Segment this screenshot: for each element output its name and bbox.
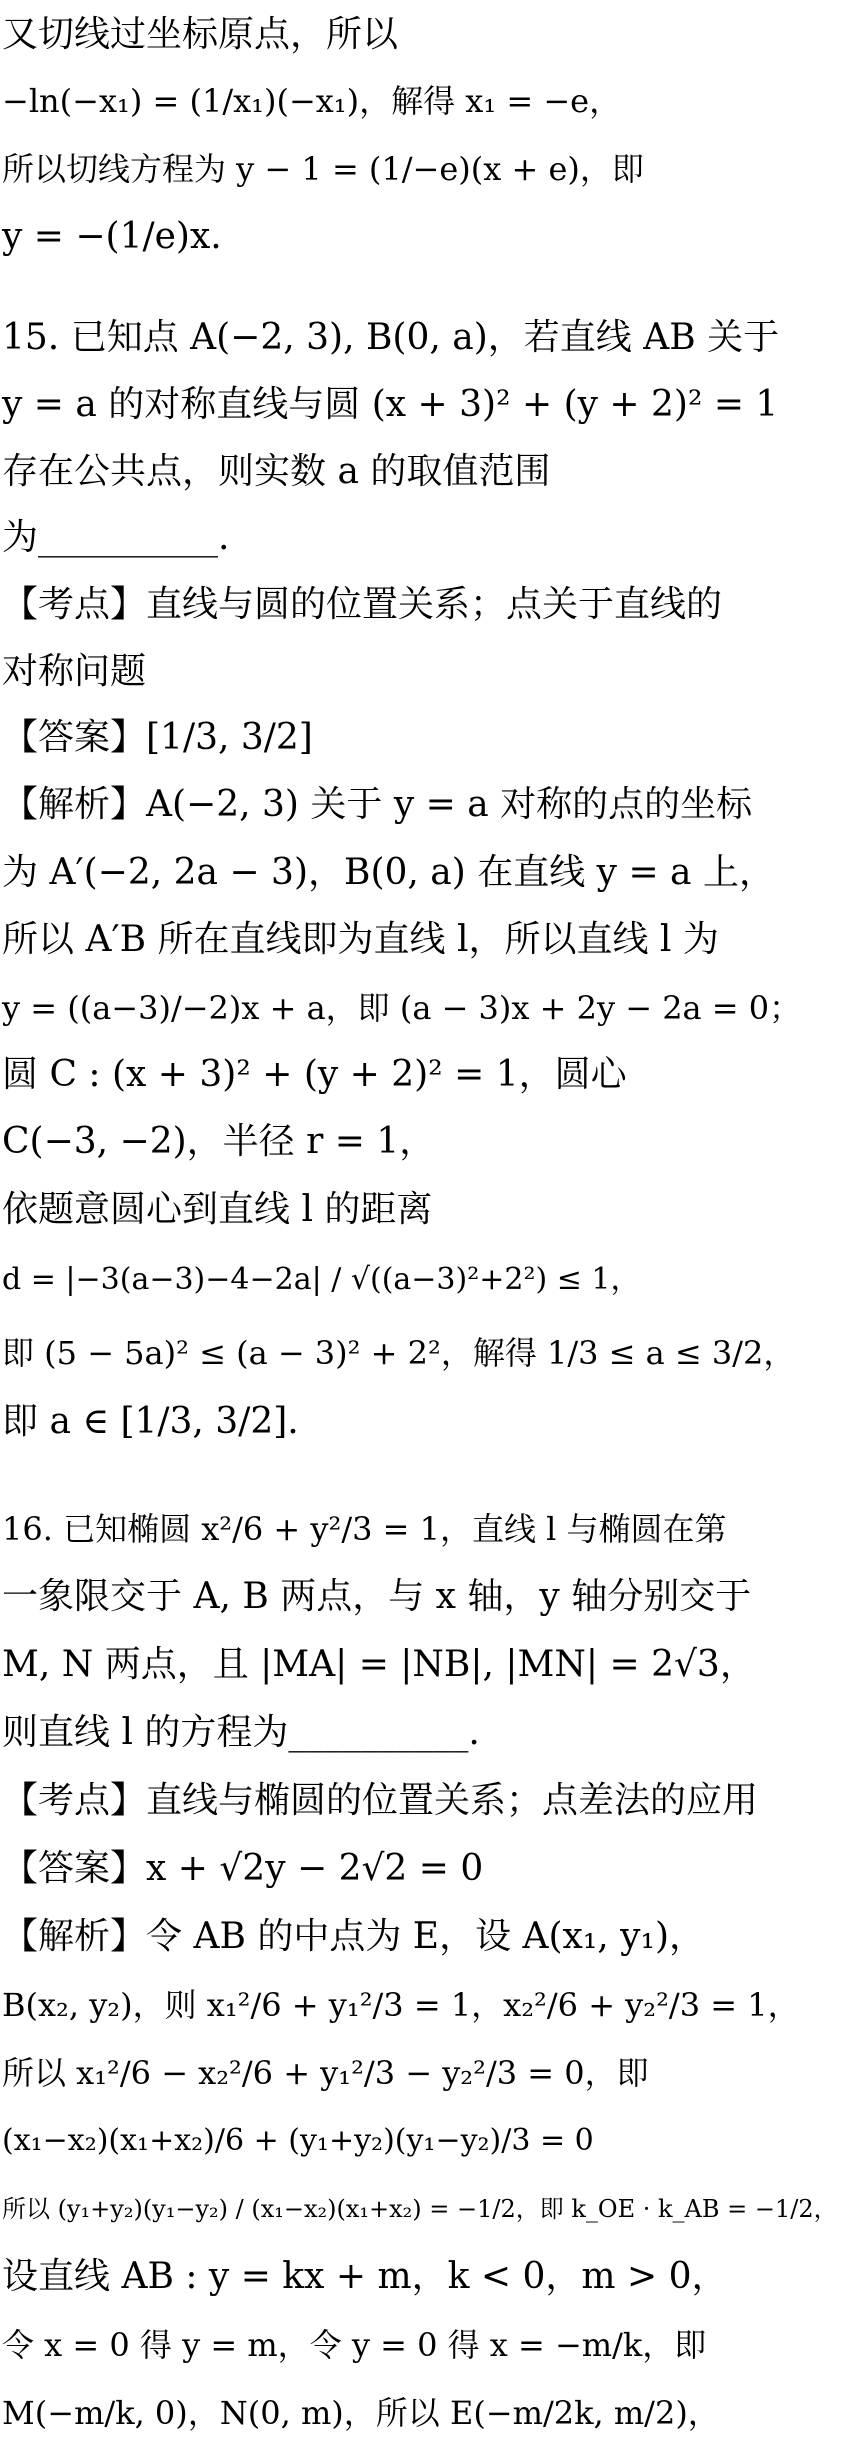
kaodian-line: 【考点】直线与椭圆的位置关系；点差法的应用 [2, 1780, 759, 1821]
analysis-line: y = ((a−3)/−2)x + a，即 (a − 3)x + 2y − 2a = 0； [2, 989, 802, 1027]
analysis-line: 即 (5 − 5a)² ≤ (a − 3)² + 2²，解得 1/3 ≤ a ≤ 3/2， [2, 1334, 796, 1372]
kaodian-line: 【考点】直线与圆的位置关系；点关于直线的 [2, 584, 723, 625]
analysis-line: 所以 A′B 所在直线即为直线 l，所以直线 l 为 [2, 919, 719, 960]
analysis-line: 【解析】令 AB 的中点为 E，设 A(x₁, y₁)， [2, 1916, 705, 1957]
answer-line: 【答案】x + √2y − 2√2 = 0 [2, 1848, 484, 1889]
question-16-line: 则直线 l 的方程为__________. [2, 1712, 480, 1753]
text-line: 又切线过坐标原点，所以 [2, 14, 399, 55]
question-16-line: 16. 已知椭圆 x²/6 + y²/3 = 1，直线 l 与椭圆在第 [2, 1510, 727, 1548]
analysis-line: 即 a ∈ [1/3, 3/2]. [2, 1401, 299, 1442]
question-16-line: M, N 两点，且 |MA| = |NB|, |MN| = 2√3， [2, 1644, 756, 1685]
question-16-line: 一象限交于 A, B 两点，与 x 轴，y 轴分别交于 [2, 1576, 752, 1617]
analysis-line: 【解析】A(−2, 3) 关于 y = a 对称的点的坐标 [2, 784, 753, 825]
analysis-line: M(−m/k, 0)，N(0, m)，所以 E(−m/2k, m/2)， [2, 2394, 720, 2432]
analysis-line: 为 A′(−2, 2a − 3)，B(0, a) 在直线 y = a 上， [2, 852, 775, 893]
kaodian-line: 对称问题 [2, 651, 147, 692]
analysis-line: 所以 x₁²/6 − x₂²/6 + y₁²/3 − y₂²/3 = 0，即 [2, 2054, 649, 2092]
question-15-line: 为__________. [2, 517, 230, 558]
analysis-line: B(x₂, y₂)，则 x₁²/6 + y₁²/3 = 1，x₂²/6 + y₂²/3 = 1， [2, 1986, 800, 2024]
analysis-line: 圆 C : (x + 3)² + (y + 2)² = 1，圆心 [2, 1054, 627, 1095]
analysis-line: d = |−3(a−3)−4−2a| / √((a−3)²+2²) ≤ 1， [2, 1262, 641, 1297]
question-15-line: 15. 已知点 A(−2, 3), B(0, a)，若直线 AB 关于 [2, 317, 780, 358]
question-15-line: 存在公共点，则实数 a 的取值范围 [2, 451, 551, 492]
analysis-line: 令 x = 0 得 y = m，令 y = 0 得 x = −m/k，即 [2, 2326, 707, 2364]
text-line: y = −(1/e)x. [2, 216, 222, 257]
analysis-line: 所以 (y₁+y₂)(y₁−y₂) / (x₁−x₂)(x₁+x₂) = −1/2，即 k_OE · k_AB = −1/2， [2, 2195, 838, 2223]
answer-line: 【答案】[1/3, 3/2] [2, 717, 313, 758]
analysis-line: C(−3, −2)，半径 r = 1， [2, 1121, 436, 1162]
analysis-line: 设直线 AB : y = kx + m，k < 0，m > 0， [2, 2256, 728, 2297]
analysis-line: 依题意圆心到直线 l 的距离 [2, 1189, 433, 1230]
text-line: −ln(−x₁) = (1/x₁)(−x₁)，解得 x₁ = −e， [2, 82, 622, 120]
question-15-line: y = a 的对称直线与圆 (x + 3)² + (y + 2)² = 1 [2, 384, 779, 425]
analysis-line: (x₁−x₂)(x₁+x₂)/6 + (y₁+y₂)(y₁−y₂)/3 = 0 [2, 2123, 594, 2158]
text-line: 所以切线方程为 y − 1 = (1/−e)(x + e)，即 [2, 150, 644, 188]
